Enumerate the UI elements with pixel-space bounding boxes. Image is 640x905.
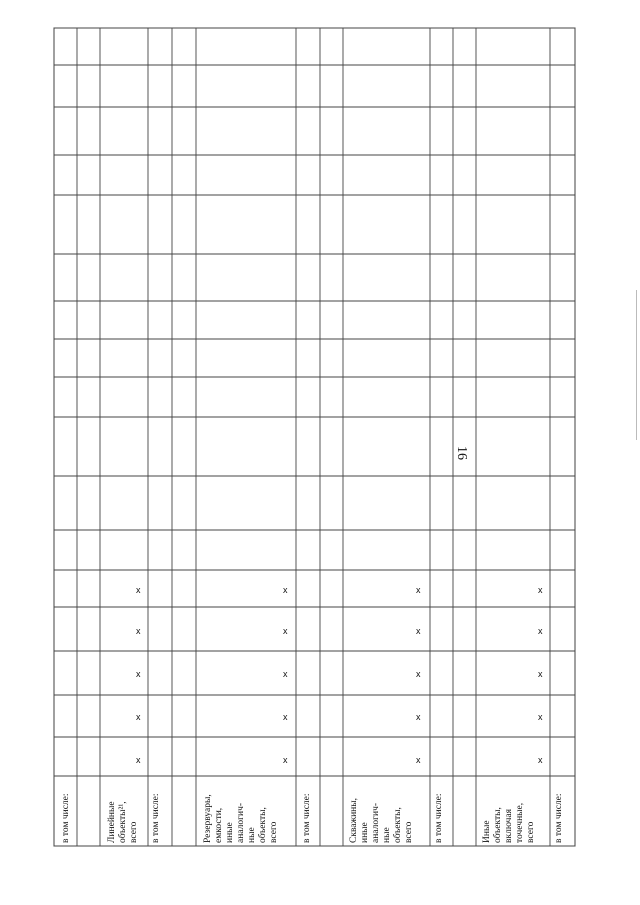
page-number: 16 (454, 446, 469, 460)
row-label: в том числе: (302, 793, 312, 843)
cross-mark: x (416, 585, 421, 595)
cross-mark: x (538, 712, 543, 722)
cross-mark: x (283, 712, 288, 722)
row-label-reservoirs: Резервуары, емкости, иные аналогич- ные объекты, всего (203, 794, 279, 843)
cross-mark: x (136, 669, 141, 679)
cross-mark: x (538, 755, 543, 765)
cross-mark: x (283, 755, 288, 765)
row-label-wells: Скважины, иные аналогич- ные объекты, всего (349, 797, 414, 843)
cross-mark: x (283, 669, 288, 679)
cross-mark: x (416, 669, 421, 679)
cross-mark: x (136, 712, 141, 722)
scan-edge-line (636, 290, 637, 440)
cross-mark: x (283, 626, 288, 636)
cross-mark: x (136, 755, 141, 765)
row-label-other-objects: Иные объекты, включая точечные, всего (482, 802, 536, 843)
cross-mark: x (538, 585, 543, 595)
cross-mark: x (538, 669, 543, 679)
cross-mark: x (136, 585, 141, 595)
row-label: в том числе: (434, 793, 444, 843)
cross-mark: x (283, 585, 288, 595)
row-label: в том числе: (151, 793, 161, 843)
cross-mark: x (416, 626, 421, 636)
cross-mark: x (416, 712, 421, 722)
cross-mark: x (136, 626, 141, 636)
cross-mark: x (416, 755, 421, 765)
row-label: в том числе: (554, 793, 564, 843)
row-label-linear-objects: Линейные объекты²¹, всего (107, 801, 139, 843)
cross-mark: x (538, 626, 543, 636)
row-label: в том числе: (61, 793, 71, 843)
